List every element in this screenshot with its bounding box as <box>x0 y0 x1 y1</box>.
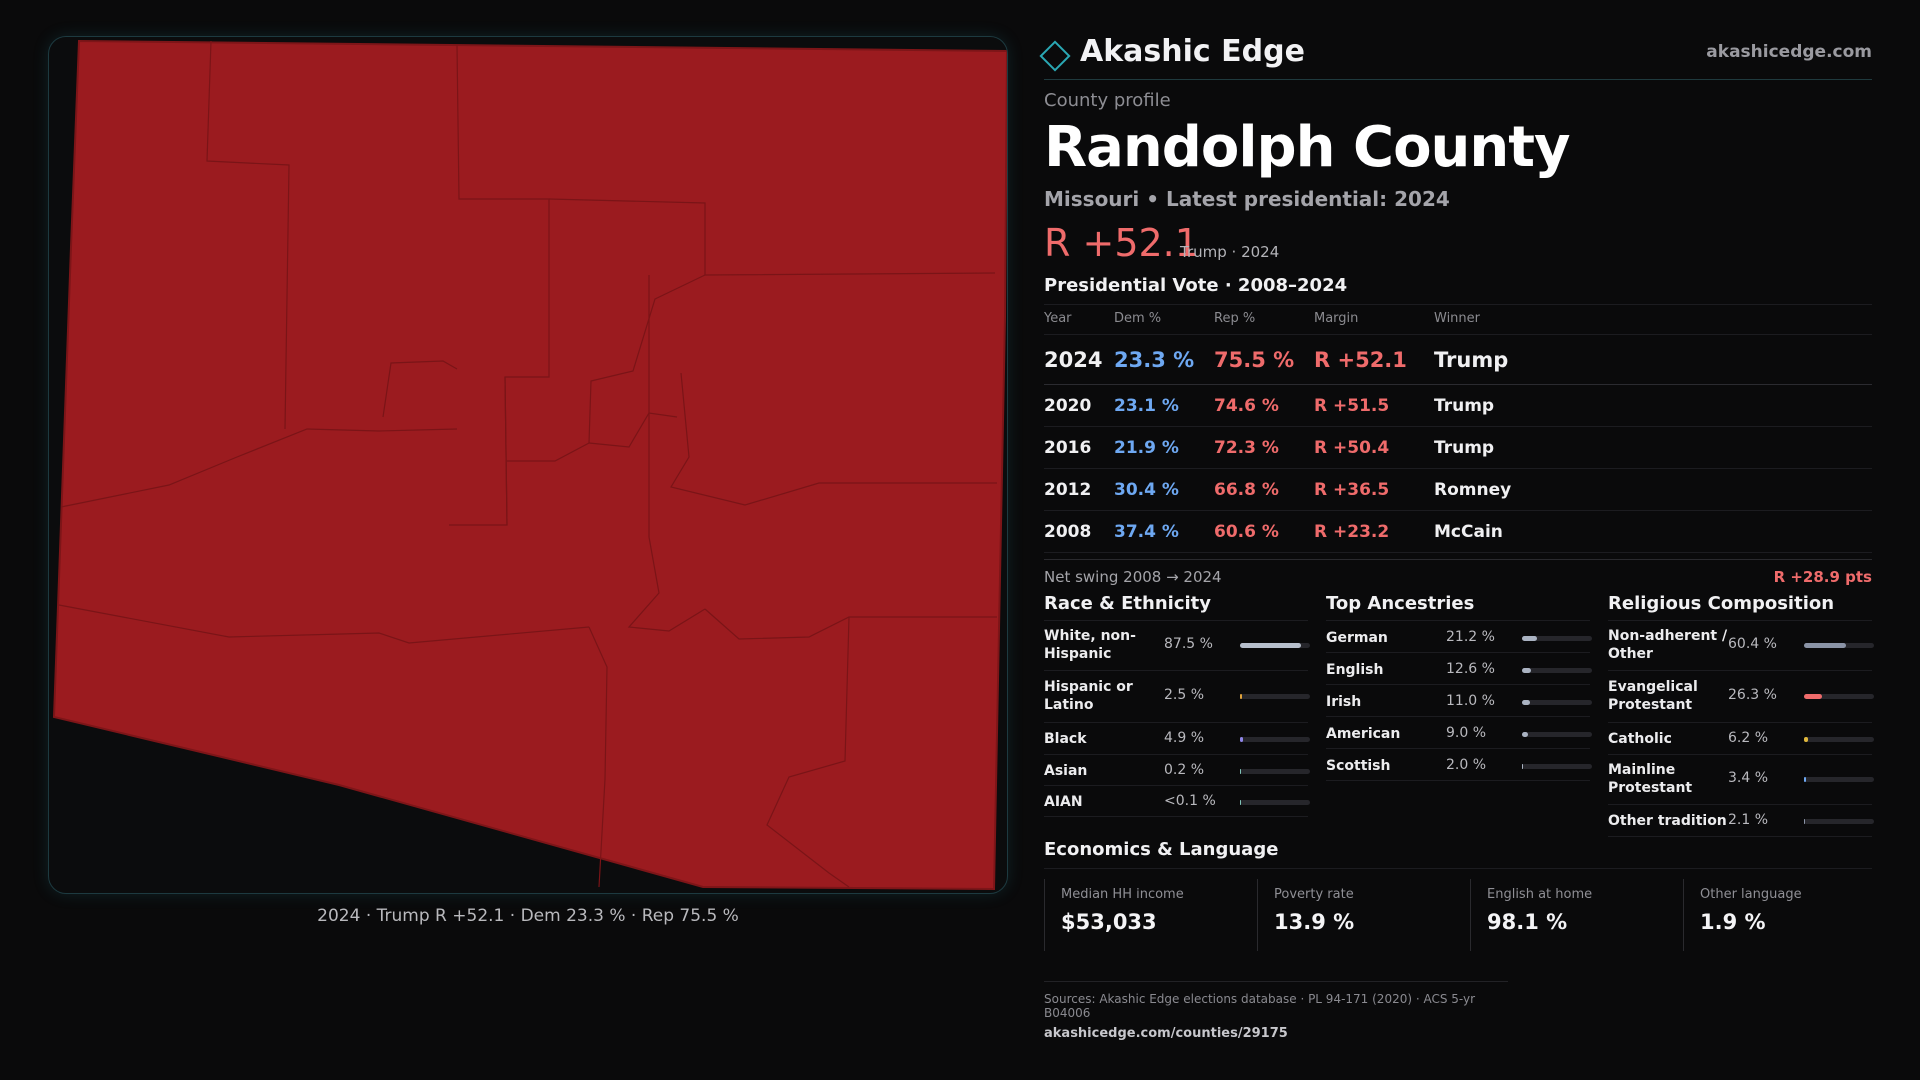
item-bar <box>1522 764 1592 769</box>
race-title: Race & Ethnicity <box>1044 593 1308 621</box>
stat-value: 98.1 % <box>1487 910 1568 934</box>
item-pct: 26.3 % <box>1728 687 1777 703</box>
cell-year: 2016 <box>1044 427 1114 469</box>
col-margin: Margin <box>1314 305 1434 335</box>
cell-dem: 23.3 % <box>1114 335 1214 385</box>
ancestry-section <box>1326 593 1590 781</box>
item-pct: 2.0 % <box>1446 757 1487 773</box>
item-pct: 4.9 % <box>1164 730 1205 746</box>
item-pct: 11.0 % <box>1446 693 1495 709</box>
item-label: Hispanic or Latino <box>1044 679 1133 713</box>
cell-rep: 66.8 % <box>1214 469 1314 511</box>
brand-diamond-icon <box>1039 40 1070 71</box>
net-swing <box>1044 559 1872 589</box>
footer <box>1044 981 1508 1041</box>
item-bar <box>1240 737 1310 742</box>
item-bar <box>1804 819 1874 824</box>
cell-winner: Trump <box>1434 427 1872 469</box>
cell-dem: 30.4 % <box>1114 469 1214 511</box>
list-item <box>1044 755 1308 786</box>
cell-dem: 37.4 % <box>1114 511 1214 553</box>
brand-url-link[interactable]: akashicedge.com <box>1706 42 1872 62</box>
stat-card <box>1044 879 1256 951</box>
stat-label: Median HH income <box>1061 887 1184 902</box>
cell-margin: R +52.1 <box>1314 335 1434 385</box>
item-bar <box>1522 700 1592 705</box>
col-year: Year <box>1044 305 1114 335</box>
cell-rep: 74.6 % <box>1214 385 1314 427</box>
item-pct: 9.0 % <box>1446 725 1487 741</box>
stat-card <box>1470 879 1682 951</box>
headline-margin: R +52.1 <box>1044 221 1199 265</box>
item-label: English <box>1326 662 1384 678</box>
item-pct: 12.6 % <box>1446 661 1495 677</box>
item-bar <box>1522 732 1592 737</box>
item-bar <box>1804 643 1874 648</box>
item-pct: 0.2 % <box>1164 762 1205 778</box>
list-item <box>1326 749 1590 781</box>
item-bar <box>1240 800 1310 805</box>
list-item <box>1608 805 1872 837</box>
cell-winner: Romney <box>1434 469 1872 511</box>
net-swing-label: Net swing 2008 → 2024 <box>1044 568 1222 586</box>
stat-label: Poverty rate <box>1274 887 1354 902</box>
list-item <box>1608 671 1872 723</box>
list-item <box>1326 653 1590 685</box>
religion-section <box>1608 593 1872 837</box>
list-item <box>1044 621 1308 671</box>
headline-result <box>1044 221 1872 267</box>
item-label: Black <box>1044 731 1087 747</box>
item-label: Mainline Protestant <box>1608 762 1693 796</box>
item-pct: 21.2 % <box>1446 629 1495 645</box>
list-item <box>1608 755 1872 805</box>
item-label: Asian <box>1044 763 1088 779</box>
stat-card <box>1683 879 1895 951</box>
vote-table-title: Presidential Vote · 2008–2024 <box>1044 275 1348 296</box>
cell-year: 2012 <box>1044 469 1114 511</box>
item-label: Scottish <box>1326 758 1391 774</box>
col-rep: Rep % <box>1214 305 1314 335</box>
item-pct: 2.5 % <box>1164 687 1205 703</box>
footer-link[interactable]: akashicedge.com/counties/29175 <box>1044 1026 1288 1041</box>
page-subtitle: Missouri • Latest presidential: 2024 <box>1044 187 1450 211</box>
item-label: American <box>1326 726 1401 742</box>
table-row <box>1044 335 1872 385</box>
stat-label: Other language <box>1700 887 1802 902</box>
vote-table <box>1044 304 1872 553</box>
item-pct: 6.2 % <box>1728 730 1769 746</box>
race-section <box>1044 593 1308 817</box>
stat-label: English at home <box>1487 887 1593 902</box>
item-bar <box>1804 694 1874 699</box>
item-label: Evangelical Protestant <box>1608 679 1698 713</box>
table-row <box>1044 469 1872 511</box>
list-item <box>1044 671 1308 723</box>
page-title: Randolph County <box>1044 115 1570 180</box>
cell-winner: Trump <box>1434 385 1872 427</box>
item-bar <box>1522 668 1592 673</box>
stat-card <box>1257 879 1469 951</box>
footer-sources: Sources: Akashic Edge elections database · PL 94-171 (2020) · ACS 5-yr B04006 <box>1044 992 1476 1020</box>
item-bar <box>1240 694 1310 699</box>
county-shape[interactable] <box>54 41 1007 889</box>
profile-panel <box>1044 28 1872 1041</box>
list-item <box>1326 621 1590 653</box>
item-pct: 2.1 % <box>1728 812 1769 828</box>
list-item <box>1326 685 1590 717</box>
col-winner: Winner <box>1434 305 1872 335</box>
cell-year: 2008 <box>1044 511 1114 553</box>
list-item <box>1044 723 1308 755</box>
col-dem: Dem % <box>1114 305 1214 335</box>
cell-margin: R +50.4 <box>1314 427 1434 469</box>
item-bar <box>1240 769 1310 774</box>
headline-note: Trump · 2024 <box>1180 243 1280 261</box>
demographics-grid <box>1044 593 1872 833</box>
cell-year: 2024 <box>1044 335 1114 385</box>
cell-margin: R +51.5 <box>1314 385 1434 427</box>
table-row <box>1044 385 1872 427</box>
religion-title: Religious Composition <box>1608 593 1872 621</box>
item-label: Other tradition <box>1608 813 1727 829</box>
page-eyebrow: County profile <box>1044 90 1171 111</box>
item-label: German <box>1326 630 1388 646</box>
item-label: Catholic <box>1608 731 1672 747</box>
item-pct: 87.5 % <box>1164 636 1213 652</box>
cell-dem: 21.9 % <box>1114 427 1214 469</box>
county-map[interactable] <box>48 36 1008 894</box>
cell-margin: R +36.5 <box>1314 469 1434 511</box>
map-caption: 2024 · Trump R +52.1 · Dem 23.3 % · Rep 75.5 % <box>317 906 739 926</box>
brand-name[interactable]: Akashic Edge <box>1080 34 1305 69</box>
cell-rep: 72.3 % <box>1214 427 1314 469</box>
stat-value: 13.9 % <box>1274 910 1355 934</box>
table-row <box>1044 511 1872 553</box>
cell-year: 2020 <box>1044 385 1114 427</box>
brand-header <box>1044 28 1872 80</box>
item-label: AIAN <box>1044 794 1083 810</box>
item-pct: 3.4 % <box>1728 770 1769 786</box>
ancestry-title: Top Ancestries <box>1326 593 1590 621</box>
county-map-svg <box>49 37 1008 894</box>
cell-rep: 75.5 % <box>1214 335 1314 385</box>
list-item <box>1044 786 1308 817</box>
item-label: Irish <box>1326 694 1362 710</box>
item-bar <box>1804 777 1874 782</box>
list-item <box>1608 723 1872 755</box>
list-item <box>1608 621 1872 671</box>
cell-winner: McCain <box>1434 511 1872 553</box>
item-bar <box>1240 643 1310 648</box>
item-label: Non-adherent / Other <box>1608 628 1728 662</box>
cell-rep: 60.6 % <box>1214 511 1314 553</box>
stat-value: 1.9 % <box>1700 910 1766 934</box>
table-row <box>1044 427 1872 469</box>
item-bar <box>1522 636 1592 641</box>
stat-value: $53,033 <box>1061 910 1157 934</box>
economics-title: Economics & Language <box>1044 839 1872 869</box>
cell-margin: R +23.2 <box>1314 511 1434 553</box>
economics-row <box>1044 879 1872 961</box>
cell-winner: Trump <box>1434 335 1872 385</box>
vote-table-header <box>1044 305 1872 335</box>
cell-dem: 23.1 % <box>1114 385 1214 427</box>
item-pct: 60.4 % <box>1728 636 1777 652</box>
list-item <box>1326 717 1590 749</box>
item-label: White, non-Hispanic <box>1044 628 1136 662</box>
item-bar <box>1804 737 1874 742</box>
net-swing-value: R +28.9 pts <box>1773 568 1872 586</box>
item-pct: <0.1 % <box>1164 793 1216 809</box>
